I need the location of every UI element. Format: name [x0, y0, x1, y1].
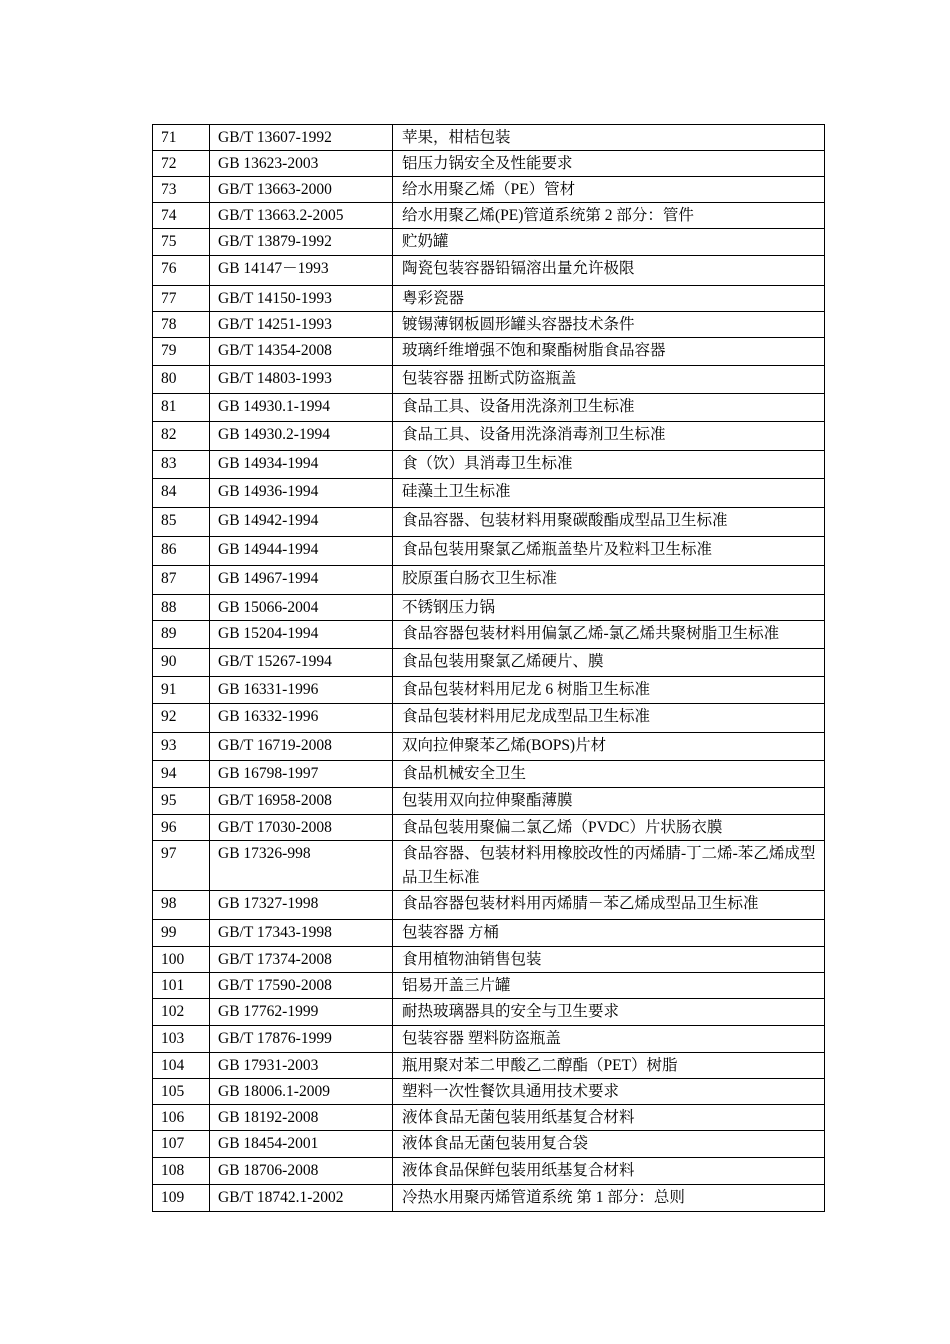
table-row — [153, 508, 825, 537]
standard-name-cell: 陶瓷包装容器铅镉溶出量允许极限 — [393, 256, 825, 286]
table-row — [153, 649, 825, 677]
row-number-cell: 95 — [153, 788, 210, 815]
table-row — [153, 125, 825, 151]
standard-name-cell: 液体食品无菌包装用纸基复合材料 — [393, 1105, 825, 1131]
row-number-cell: 76 — [153, 256, 210, 286]
row-number-cell: 72 — [153, 151, 210, 177]
standard-code-cell: GB/T 14803-1993 — [210, 366, 393, 394]
row-number-cell: 91 — [153, 677, 210, 704]
standard-name-cell: 双向拉伸聚苯乙烯(BOPS)片材 — [393, 733, 825, 761]
row-number-cell: 103 — [153, 1026, 210, 1053]
row-number-cell: 108 — [153, 1158, 210, 1185]
row-number-cell: 107 — [153, 1131, 210, 1158]
standard-name-cell: 食用植物油销售包装 — [393, 947, 825, 973]
standard-name-cell: 食品工具、设备用洗涤消毒剂卫生标准 — [393, 422, 825, 451]
standard-code-cell: GB/T 14251-1993 — [210, 312, 393, 338]
row-number-cell: 75 — [153, 229, 210, 256]
table-row — [153, 1185, 825, 1212]
table-row — [153, 1105, 825, 1131]
standard-code-cell: GB 14930.2-1994 — [210, 422, 393, 451]
table-row — [153, 1026, 825, 1053]
standard-name-cell: 液体食品无菌包装用复合袋 — [393, 1131, 825, 1158]
standard-code-cell: GB 18454-2001 — [210, 1131, 393, 1158]
standard-code-cell: GB 14967-1994 — [210, 566, 393, 595]
standard-code-cell: GB/T 13607-1992 — [210, 125, 393, 151]
table-row — [153, 704, 825, 733]
standard-name-cell: 镀锡薄钢板圆形罐头容器技术条件 — [393, 312, 825, 338]
row-number-cell: 104 — [153, 1053, 210, 1079]
table-row — [153, 566, 825, 595]
standard-name-cell: 食品包装材料用尼龙成型品卫生标准 — [393, 704, 825, 733]
row-number-cell: 80 — [153, 366, 210, 394]
table-row — [153, 394, 825, 422]
standard-name-cell: 瓶用聚对苯二甲酸乙二醇酯（PET）树脂 — [393, 1053, 825, 1079]
table-row — [153, 920, 825, 947]
row-number-cell: 106 — [153, 1105, 210, 1131]
row-number-cell: 71 — [153, 125, 210, 151]
table-row — [153, 891, 825, 920]
standard-code-cell: GB/T 17876-1999 — [210, 1026, 393, 1053]
table-row — [153, 621, 825, 649]
standard-name-cell: 玻璃纤维增强不饱和聚酯树脂食品容器 — [393, 338, 825, 366]
standard-name-cell: 食品工具、设备用洗涤剂卫生标准 — [393, 394, 825, 422]
standard-name-cell: 铝易开盖三片罐 — [393, 973, 825, 999]
table-row — [153, 1158, 825, 1185]
row-number-cell: 94 — [153, 761, 210, 788]
standard-code-cell: GB/T 18742.1-2002 — [210, 1185, 393, 1212]
standard-name-cell: 硅藻土卫生标准 — [393, 479, 825, 508]
row-number-cell: 82 — [153, 422, 210, 451]
standard-code-cell: GB 15204-1994 — [210, 621, 393, 649]
row-number-cell: 78 — [153, 312, 210, 338]
standard-code-cell: GB 16332-1996 — [210, 704, 393, 733]
table-row — [153, 1053, 825, 1079]
row-number-cell: 81 — [153, 394, 210, 422]
standard-name-cell: 食品包装用聚氯乙烯硬片、膜 — [393, 649, 825, 677]
standard-name-cell: 食品容器、包装材料用聚碳酸酯成型品卫生标准 — [393, 508, 825, 537]
row-number-cell: 88 — [153, 595, 210, 621]
table-row — [153, 947, 825, 973]
row-number-cell: 74 — [153, 203, 210, 229]
table-row — [153, 841, 825, 891]
table-row — [153, 761, 825, 788]
standard-name-cell: 食（饮）具消毒卫生标准 — [393, 451, 825, 479]
standards-table-body — [153, 125, 825, 1212]
standard-name-cell: 食品容器包装材料用丙烯腈－苯乙烯成型品卫生标准 — [393, 891, 825, 920]
table-row — [153, 999, 825, 1026]
row-number-cell: 97 — [153, 841, 210, 891]
table-row — [153, 677, 825, 704]
table-row — [153, 1131, 825, 1158]
table-row — [153, 479, 825, 508]
standard-name-cell: 包装容器 方桶 — [393, 920, 825, 947]
standard-code-cell: GB 18706-2008 — [210, 1158, 393, 1185]
row-number-cell: 90 — [153, 649, 210, 677]
standard-code-cell: GB/T 17343-1998 — [210, 920, 393, 947]
standard-name-cell: 胶原蛋白肠衣卫生标准 — [393, 566, 825, 595]
table-row — [153, 338, 825, 366]
standard-code-cell: GB/T 13879-1992 — [210, 229, 393, 256]
row-number-cell: 99 — [153, 920, 210, 947]
row-number-cell: 83 — [153, 451, 210, 479]
row-number-cell: 101 — [153, 973, 210, 999]
standard-name-cell: 包装用双向拉伸聚酯薄膜 — [393, 788, 825, 815]
standard-code-cell: GB/T 13663.2-2005 — [210, 203, 393, 229]
row-number-cell: 86 — [153, 537, 210, 566]
row-number-cell: 85 — [153, 508, 210, 537]
table-row — [153, 973, 825, 999]
table-row — [153, 451, 825, 479]
standard-name-cell: 食品容器、包装材料用橡胶改性的丙烯腈-丁二烯-苯乙烯成型品卫生标准 — [393, 841, 825, 891]
standard-name-cell: 耐热玻璃器具的安全与卫生要求 — [393, 999, 825, 1026]
standard-name-cell: 液体食品保鲜包装用纸基复合材料 — [393, 1158, 825, 1185]
standard-name-cell: 粤彩瓷器 — [393, 286, 825, 312]
standard-name-cell: 食品机械安全卫生 — [393, 761, 825, 788]
standard-name-cell: 给水用聚乙烯(PE)管道系统第 2 部分：管件 — [393, 203, 825, 229]
row-number-cell: 84 — [153, 479, 210, 508]
standard-code-cell: GB 18006.1-2009 — [210, 1079, 393, 1105]
table-row — [153, 788, 825, 815]
row-number-cell: 93 — [153, 733, 210, 761]
standard-name-cell: 塑料一次性餐饮具通用技术要求 — [393, 1079, 825, 1105]
row-number-cell: 109 — [153, 1185, 210, 1212]
standard-code-cell: GB 14942-1994 — [210, 508, 393, 537]
standards-table — [152, 124, 825, 1212]
standard-name-cell: 食品容器包装材料用偏氯乙烯-氯乙烯共聚树脂卫生标准 — [393, 621, 825, 649]
standard-code-cell: GB 14147－1993 — [210, 256, 393, 286]
row-number-cell: 89 — [153, 621, 210, 649]
table-row — [153, 1079, 825, 1105]
standard-code-cell: GB 15066-2004 — [210, 595, 393, 621]
row-number-cell: 102 — [153, 999, 210, 1026]
table-row — [153, 815, 825, 841]
standard-name-cell: 铝压力锅安全及性能要求 — [393, 151, 825, 177]
standard-code-cell: GB 14936-1994 — [210, 479, 393, 508]
standard-code-cell: GB 17327-1998 — [210, 891, 393, 920]
standard-name-cell: 苹果，柑桔包装 — [393, 125, 825, 151]
row-number-cell: 100 — [153, 947, 210, 973]
table-row — [153, 366, 825, 394]
standard-code-cell: GB/T 17030-2008 — [210, 815, 393, 841]
standard-code-cell: GB/T 17590-2008 — [210, 973, 393, 999]
standard-name-cell: 给水用聚乙烯（PE）管材 — [393, 177, 825, 203]
row-number-cell: 96 — [153, 815, 210, 841]
row-number-cell: 92 — [153, 704, 210, 733]
standard-name-cell: 不锈钢压力锅 — [393, 595, 825, 621]
standard-code-cell: GB 14930.1-1994 — [210, 394, 393, 422]
standard-name-cell: 冷热水用聚丙烯管道系统 第 1 部分：总则 — [393, 1185, 825, 1212]
row-number-cell: 105 — [153, 1079, 210, 1105]
standard-code-cell: GB/T 14354-2008 — [210, 338, 393, 366]
standard-code-cell: GB 14944-1994 — [210, 537, 393, 566]
table-row — [153, 286, 825, 312]
row-number-cell: 87 — [153, 566, 210, 595]
table-row — [153, 256, 825, 286]
row-number-cell: 73 — [153, 177, 210, 203]
row-number-cell: 77 — [153, 286, 210, 312]
standard-code-cell: GB/T 16958-2008 — [210, 788, 393, 815]
standard-code-cell: GB/T 16719-2008 — [210, 733, 393, 761]
standard-name-cell: 食品包装用聚氯乙烯瓶盖垫片及粒料卫生标准 — [393, 537, 825, 566]
standard-name-cell: 贮奶罐 — [393, 229, 825, 256]
table-row — [153, 595, 825, 621]
table-row — [153, 422, 825, 451]
table-row — [153, 203, 825, 229]
standard-code-cell: GB 16331-1996 — [210, 677, 393, 704]
standard-code-cell: GB 17931-2003 — [210, 1053, 393, 1079]
table-row — [153, 151, 825, 177]
standard-code-cell: GB 16798-1997 — [210, 761, 393, 788]
row-number-cell: 98 — [153, 891, 210, 920]
table-row — [153, 312, 825, 338]
standard-code-cell: GB 17762-1999 — [210, 999, 393, 1026]
standard-code-cell: GB 18192-2008 — [210, 1105, 393, 1131]
standard-code-cell: GB 17326-998 — [210, 841, 393, 891]
standard-code-cell: GB/T 14150-1993 — [210, 286, 393, 312]
standard-code-cell: GB 14934-1994 — [210, 451, 393, 479]
table-row — [153, 229, 825, 256]
standard-code-cell: GB 13623-2003 — [210, 151, 393, 177]
standard-code-cell: GB/T 17374-2008 — [210, 947, 393, 973]
table-row — [153, 733, 825, 761]
standard-code-cell: GB/T 13663-2000 — [210, 177, 393, 203]
standard-code-cell: GB/T 15267-1994 — [210, 649, 393, 677]
standard-name-cell: 食品包装材料用尼龙 6 树脂卫生标准 — [393, 677, 825, 704]
row-number-cell: 79 — [153, 338, 210, 366]
standard-name-cell: 食品包装用聚偏二氯乙烯（PVDC）片状肠衣膜 — [393, 815, 825, 841]
table-row — [153, 537, 825, 566]
standard-name-cell: 包装容器 塑料防盗瓶盖 — [393, 1026, 825, 1053]
standard-name-cell: 包装容器 扭断式防盗瓶盖 — [393, 366, 825, 394]
table-row — [153, 177, 825, 203]
